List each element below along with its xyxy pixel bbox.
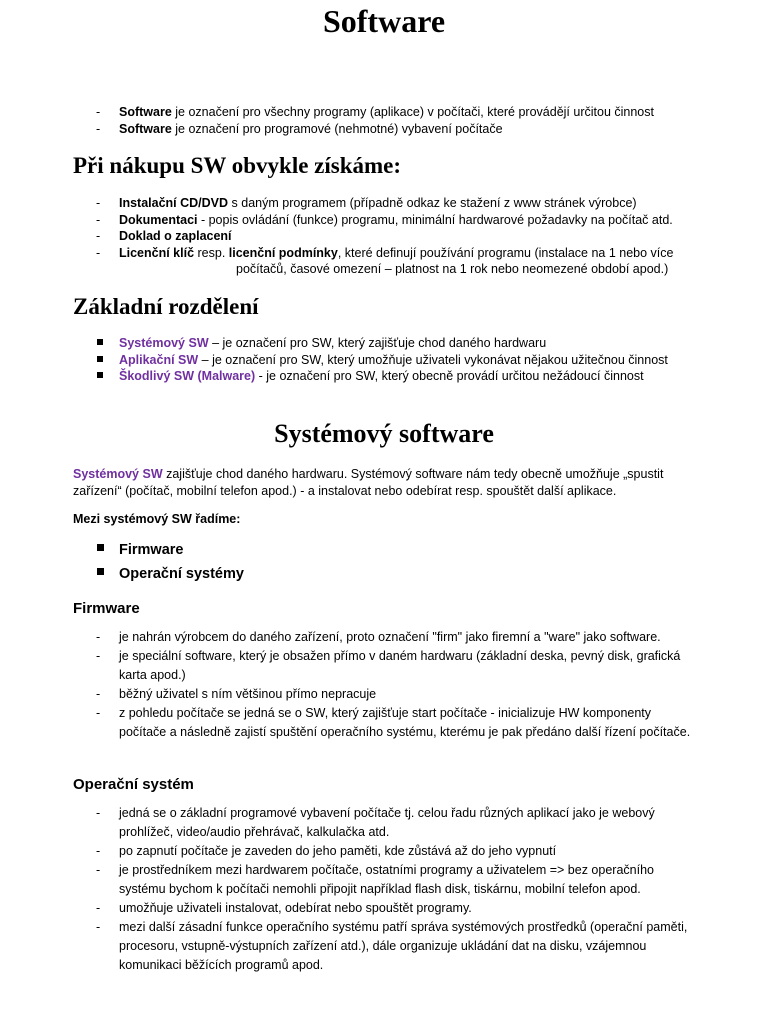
section-heading-purchase: Při nákupu SW obvykle získáme: (73, 153, 402, 178)
system-list (96, 538, 716, 586)
colored-term: Škodlivý SW (Malware) (119, 369, 256, 383)
item-continuation: počítačů, časové omezení – platnost na 1 rok nebo neomezené období apod.) (236, 262, 669, 276)
section-heading-division: Základní rozdělení (73, 294, 259, 319)
item-text: je speciální software, který je obsažen přímo v daném hardwaru (základní deska, pevný disk, grafická karta apod.) (119, 649, 681, 682)
os-list (96, 804, 696, 975)
item-text: - je označení pro SW, který obecně provádí určitou nežádoucí činnost (255, 369, 644, 383)
item-text: po zapnutí počítače je zaveden do jeho paměti, kde zůstává až do jeho vypnutí (119, 844, 557, 858)
bold-term: licenční podmínky (228, 245, 338, 260)
item-text: běžný uživatel s ním většinou přímo nepracuje (119, 687, 377, 701)
dash-bullet (96, 195, 108, 212)
bold-term: Licenční klíč (119, 245, 195, 260)
section-title-system: Systémový software (274, 419, 494, 448)
list-item (96, 245, 716, 278)
system-subheading: Mezi systémový SW řadíme: (73, 512, 241, 526)
item-text: resp. (194, 245, 229, 260)
dash-bullet (96, 685, 108, 704)
list-item (96, 538, 716, 562)
item-text: jedná se o základní programové vybavení počítače tj. celou řadu různých aplikací jako je webový prohlížeč, video/audio přehrávač, kalkulačka atd. (119, 806, 655, 839)
item-text: je prostředníkem mezi hardwarem počítače, ostatními programy a uživatelem => bez operačního systému bychom k počítači nemohli připojit například flash disk, tiskárnu, mobilní telefon apod. (119, 863, 654, 896)
paragraph-text: zajišťuje chod daného hardwaru. Systémový software nám tedy obecně umožňuje „spustit zařízení“ (počítač, mobilní telefon apod.) - a instalovat nebo odebírat resp. spouštět další aplikace. (73, 467, 664, 498)
dash-bullet (96, 704, 108, 723)
list-item (96, 121, 716, 138)
item-text: Operační systémy (119, 566, 244, 582)
dash-bullet (96, 918, 108, 937)
list-item (96, 899, 696, 918)
list-item (96, 335, 716, 352)
item-text: s daným programem (případně odkaz ke stažení z www stránek výrobce) (228, 196, 637, 210)
dash-bullet (96, 804, 108, 823)
intro-list (96, 104, 716, 137)
item-text: - popis ovládání (funkce) programu, minimální hardwarové požadavky na počítač atd. (197, 212, 673, 227)
list-item (96, 804, 696, 842)
section-heading-os: Operační systém (73, 776, 194, 793)
list-item (96, 628, 696, 647)
bold-term: Instalační CD/DVD (119, 196, 229, 210)
dash-bullet (96, 121, 108, 138)
list-item (96, 368, 716, 385)
item-text: z pohledu počítače se jedná se o SW, který zajišťuje start počítače - inicializuje HW komponenty počítače a následně zajistí spuštění operačního systému, kterému je pak předáno další řízení počítače. (119, 706, 691, 739)
page-title: Software (322, 3, 446, 39)
list-item (96, 685, 696, 704)
list-item (96, 562, 716, 586)
list-item (96, 861, 696, 899)
list-item (96, 842, 696, 861)
colored-term: Systémový SW (119, 336, 209, 350)
list-item (96, 195, 716, 212)
list-item (96, 104, 716, 121)
item-text: , které definují používání programu (instalace na 1 nebo více (337, 245, 674, 260)
system-paragraph (73, 466, 698, 500)
dash-bullet (96, 647, 108, 666)
dash-bullet (96, 628, 108, 647)
dash-bullet (96, 228, 108, 245)
item-text: – je označení pro SW, který zajišťuje chod daného hardwaru (208, 336, 547, 350)
list-item (96, 704, 696, 742)
colored-term: Aplikační SW (119, 352, 199, 367)
list-item (96, 212, 716, 229)
section-heading-firmware: Firmware (73, 600, 140, 617)
firmware-list (96, 628, 696, 742)
item-text: – je označení pro SW, který umožňuje uživateli vykonávat nějakou užitečnou činnost (198, 352, 668, 367)
item-text: je označení pro všechny programy (aplikace) v počítači, které provádějí určitou činnost (171, 105, 654, 119)
item-text: mezi další zásadní funkce operačního systému patří správa systémových prostředků (operační paměti, procesoru, vstupně-výstupních zařízení atd.), dále organizuje ukládání dat na disku, vzájemnou komunikaci běžících programů apod. (119, 920, 688, 972)
list-item (96, 918, 696, 975)
item-text: je označení pro programové (nehmotné) vybavení počítače (171, 121, 503, 136)
dash-bullet (96, 899, 108, 918)
bold-term: Software (119, 105, 172, 119)
list-item (96, 647, 696, 685)
colored-term: Systémový SW (73, 467, 163, 481)
list-item (96, 228, 716, 245)
dash-bullet (96, 212, 108, 229)
dash-bullet (96, 245, 108, 262)
dash-bullet (96, 842, 108, 861)
item-text: je nahrán výrobcem do daného zařízení, proto označení "firm" jako firemní a "ware" jako software. (119, 630, 661, 644)
bold-term: Software (119, 121, 172, 136)
dash-bullet (96, 861, 108, 880)
item-text: umožňuje uživateli instalovat, odebírat nebo spouštět programy. (119, 901, 472, 915)
division-list (96, 335, 716, 385)
bold-term: Dokumentaci (119, 212, 198, 227)
list-item (96, 352, 716, 369)
dash-bullet (96, 104, 108, 121)
item-text: Firmware (119, 542, 184, 558)
purchase-list (96, 195, 716, 278)
bold-term: Doklad o zaplacení (119, 229, 232, 243)
